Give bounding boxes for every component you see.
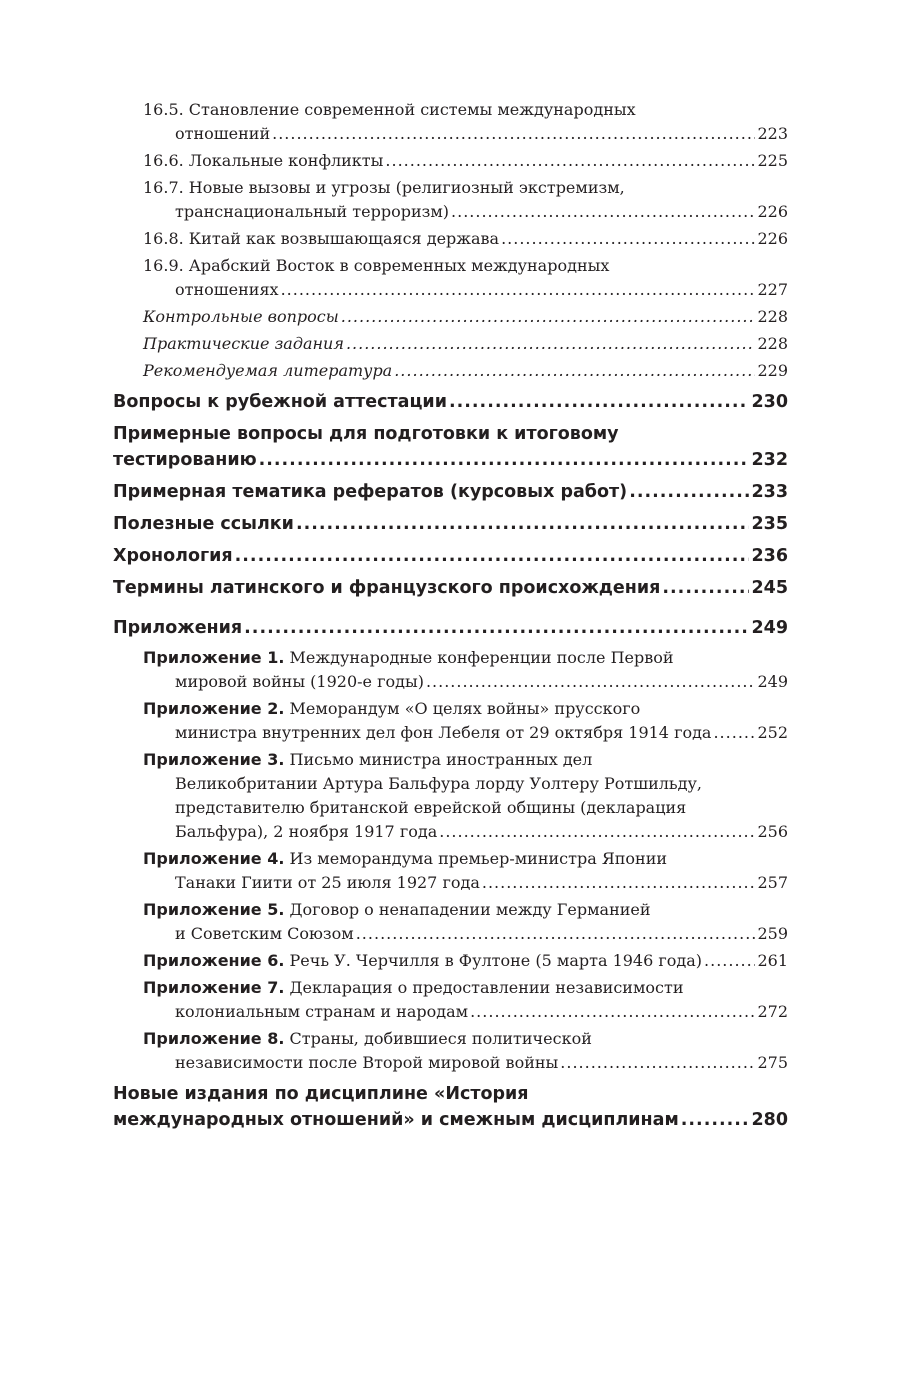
toc-entry-appendix-6[interactable] — [113, 949, 788, 973]
page-number: 261 — [757, 951, 788, 970]
toc-entry-appendix-2[interactable] — [113, 697, 788, 745]
toc-entry-text: 16.7. Новые вызовы и угрозы (религиозный экстремизм, — [143, 178, 625, 197]
page-number: 228 — [757, 334, 788, 353]
page-number: 252 — [757, 723, 788, 742]
toc-entry-new-editions[interactable] — [113, 1081, 788, 1133]
toc-entry-appendix-3[interactable] — [113, 748, 788, 844]
toc-entry-terms[interactable] — [113, 575, 788, 601]
toc-entry-text: представителю британской еврейской общины (декларация — [175, 798, 687, 817]
toc-entry-text: Бальфура), 2 ноября 1917 года — [175, 822, 438, 841]
toc-entry-text: 16.5. Становление современной системы международных — [143, 100, 636, 119]
page-number: 233 — [751, 482, 788, 502]
toc-entry-text: Практические задания — [143, 334, 344, 353]
appendix-label: Приложение 8. — [143, 1029, 285, 1048]
leader-dots — [501, 227, 755, 251]
page-number: 227 — [757, 280, 788, 299]
toc-entry-text: отношениях — [175, 280, 279, 299]
toc-entry-text: Хронология — [113, 546, 233, 566]
leader-dots — [560, 1051, 755, 1075]
page-number: 236 — [751, 546, 788, 566]
toc-entry-appendix-8[interactable] — [113, 1027, 788, 1075]
toc-entry-text: Письмо министра иностранных дел — [289, 750, 593, 769]
leader-dots — [482, 871, 756, 895]
leader-dots — [704, 949, 755, 973]
page-number: 259 — [757, 924, 788, 943]
page-number: 257 — [757, 873, 788, 892]
toc-entry-text: министра внутренних дел фон Лебеля от 29 октября 1914 года — [175, 723, 712, 742]
page-number: 230 — [751, 392, 788, 412]
toc-entry-text: Вопросы к рубежной аттестации — [113, 392, 447, 412]
toc-entry-text: 16.9. Арабский Восток в современных международных — [143, 256, 610, 275]
appendix-label: Приложение 2. — [143, 699, 285, 718]
leader-dots — [629, 479, 749, 505]
leader-dots — [356, 922, 756, 946]
toc-entry-text: Речь У. Черчилля в Фултоне (5 марта 1946 года) — [289, 951, 703, 970]
toc-entry-recommended-literature[interactable] — [113, 359, 788, 383]
leader-dots — [426, 670, 756, 694]
toc-entry-text: Полезные ссылки — [113, 514, 294, 534]
leader-dots — [713, 721, 755, 745]
toc-entry-useful-links[interactable] — [113, 511, 788, 537]
toc-entry-text: Контрольные вопросы — [143, 307, 339, 326]
toc-entry-16-8[interactable] — [113, 227, 788, 251]
page-number: 272 — [757, 1002, 788, 1021]
toc-entry-text: 16.6. Локальные конфликты — [143, 151, 384, 170]
toc-entry-final-questions[interactable] — [113, 421, 788, 473]
page-number: 235 — [751, 514, 788, 534]
appendix-label: Приложение 4. — [143, 849, 285, 868]
toc-entry-text: международных отношений» и смежным дисциплинам — [113, 1110, 679, 1130]
page-number: 226 — [757, 229, 788, 248]
page-number: 223 — [757, 124, 788, 143]
toc-entry-16-6[interactable] — [113, 149, 788, 173]
page-number: 256 — [757, 822, 788, 841]
toc-entry-text: Примерная тематика рефератов (курсовых работ) — [113, 482, 628, 502]
leader-dots — [259, 447, 750, 473]
toc-entry-text: Из меморандума премьер-министра Японии — [289, 849, 668, 868]
page-number: 249 — [751, 618, 788, 638]
toc-entry-16-9[interactable] — [113, 254, 788, 302]
toc-entry-text: Меморандум «О целях войны» прусского — [289, 699, 641, 718]
appendix-label: Приложение 1. — [143, 648, 285, 667]
toc-entry-text: Термины латинского и французского происхождения — [113, 578, 661, 598]
toc-entry-text: Международные конференции после Первой — [289, 648, 674, 667]
leader-dots — [296, 511, 750, 537]
toc-entry-text: колониальным странам и народам — [175, 1002, 469, 1021]
page-number: 228 — [757, 307, 788, 326]
toc-entry-chronology[interactable] — [113, 543, 788, 569]
toc-entry-appendix-7[interactable] — [113, 976, 788, 1024]
leader-dots — [662, 575, 749, 601]
page-number: 275 — [757, 1053, 788, 1072]
toc-entry-appendices[interactable] — [113, 615, 788, 641]
toc-entry-control-questions[interactable] — [113, 305, 788, 329]
leader-dots — [244, 615, 749, 641]
leader-dots — [281, 278, 756, 302]
toc-entry-text: Новые издания по дисциплине «История — [113, 1084, 529, 1104]
toc-entry-appendix-5[interactable] — [113, 898, 788, 946]
toc-entry-text: 16.8. Китай как возвышающаяся держава — [143, 229, 500, 248]
leader-dots — [681, 1107, 750, 1133]
leader-dots — [272, 122, 755, 146]
toc-entry-appendix-1[interactable] — [113, 646, 788, 694]
toc-entry-text: Договор о ненападении между Германией — [289, 900, 651, 919]
appendix-label: Приложение 5. — [143, 900, 285, 919]
page-number: 249 — [757, 672, 788, 691]
appendix-label: Приложение 3. — [143, 750, 285, 769]
page-number: 245 — [751, 578, 788, 598]
toc-entry-text: Декларация о предоставлении независимости — [289, 978, 684, 997]
toc-entry-text: и Советским Союзом — [175, 924, 354, 943]
leader-dots — [385, 149, 755, 173]
toc-entry-16-5[interactable] — [113, 98, 788, 146]
appendix-label: Приложение 7. — [143, 978, 285, 997]
toc-entry-16-7[interactable] — [113, 176, 788, 224]
toc-entry-text: Страны, добившиеся политической — [289, 1029, 592, 1048]
leader-dots — [341, 305, 756, 329]
toc-entry-text: Приложения — [113, 618, 243, 638]
table-of-contents — [113, 98, 788, 1138]
leader-dots — [394, 359, 755, 383]
toc-entry-text: Рекомендуемая литература — [143, 361, 393, 380]
leader-dots — [346, 332, 756, 356]
toc-entry-border-questions[interactable] — [113, 389, 788, 415]
toc-entry-text: тестированию — [113, 450, 257, 470]
toc-entry-text: мировой войны (1920-е годы) — [175, 672, 424, 691]
leader-dots — [439, 820, 755, 844]
leader-dots — [449, 389, 750, 415]
toc-entry-text: независимости после Второй мировой войны — [175, 1053, 559, 1072]
page-number: 280 — [751, 1110, 788, 1130]
toc-entry-practical-tasks[interactable] — [113, 332, 788, 356]
toc-entry-text: транснациональный терроризм) — [175, 202, 450, 221]
leader-dots — [451, 200, 755, 224]
page-number: 229 — [757, 361, 788, 380]
page-number: 225 — [757, 151, 788, 170]
toc-entry-appendix-4[interactable] — [113, 847, 788, 895]
leader-dots — [235, 543, 750, 569]
page-number: 232 — [751, 450, 788, 470]
toc-entry-text: Великобритании Артура Бальфура лорду Уолтеру Ротшильду, — [175, 774, 702, 793]
appendix-label: Приложение 6. — [143, 951, 285, 970]
toc-entry-essays[interactable] — [113, 479, 788, 505]
toc-entry-text: Примерные вопросы для подготовки к итоговому — [113, 424, 619, 444]
leader-dots — [470, 1000, 755, 1024]
page-number: 226 — [757, 202, 788, 221]
toc-entry-text: отношений — [175, 124, 271, 143]
toc-entry-text: Танаки Гиити от 25 июля 1927 года — [175, 873, 480, 892]
